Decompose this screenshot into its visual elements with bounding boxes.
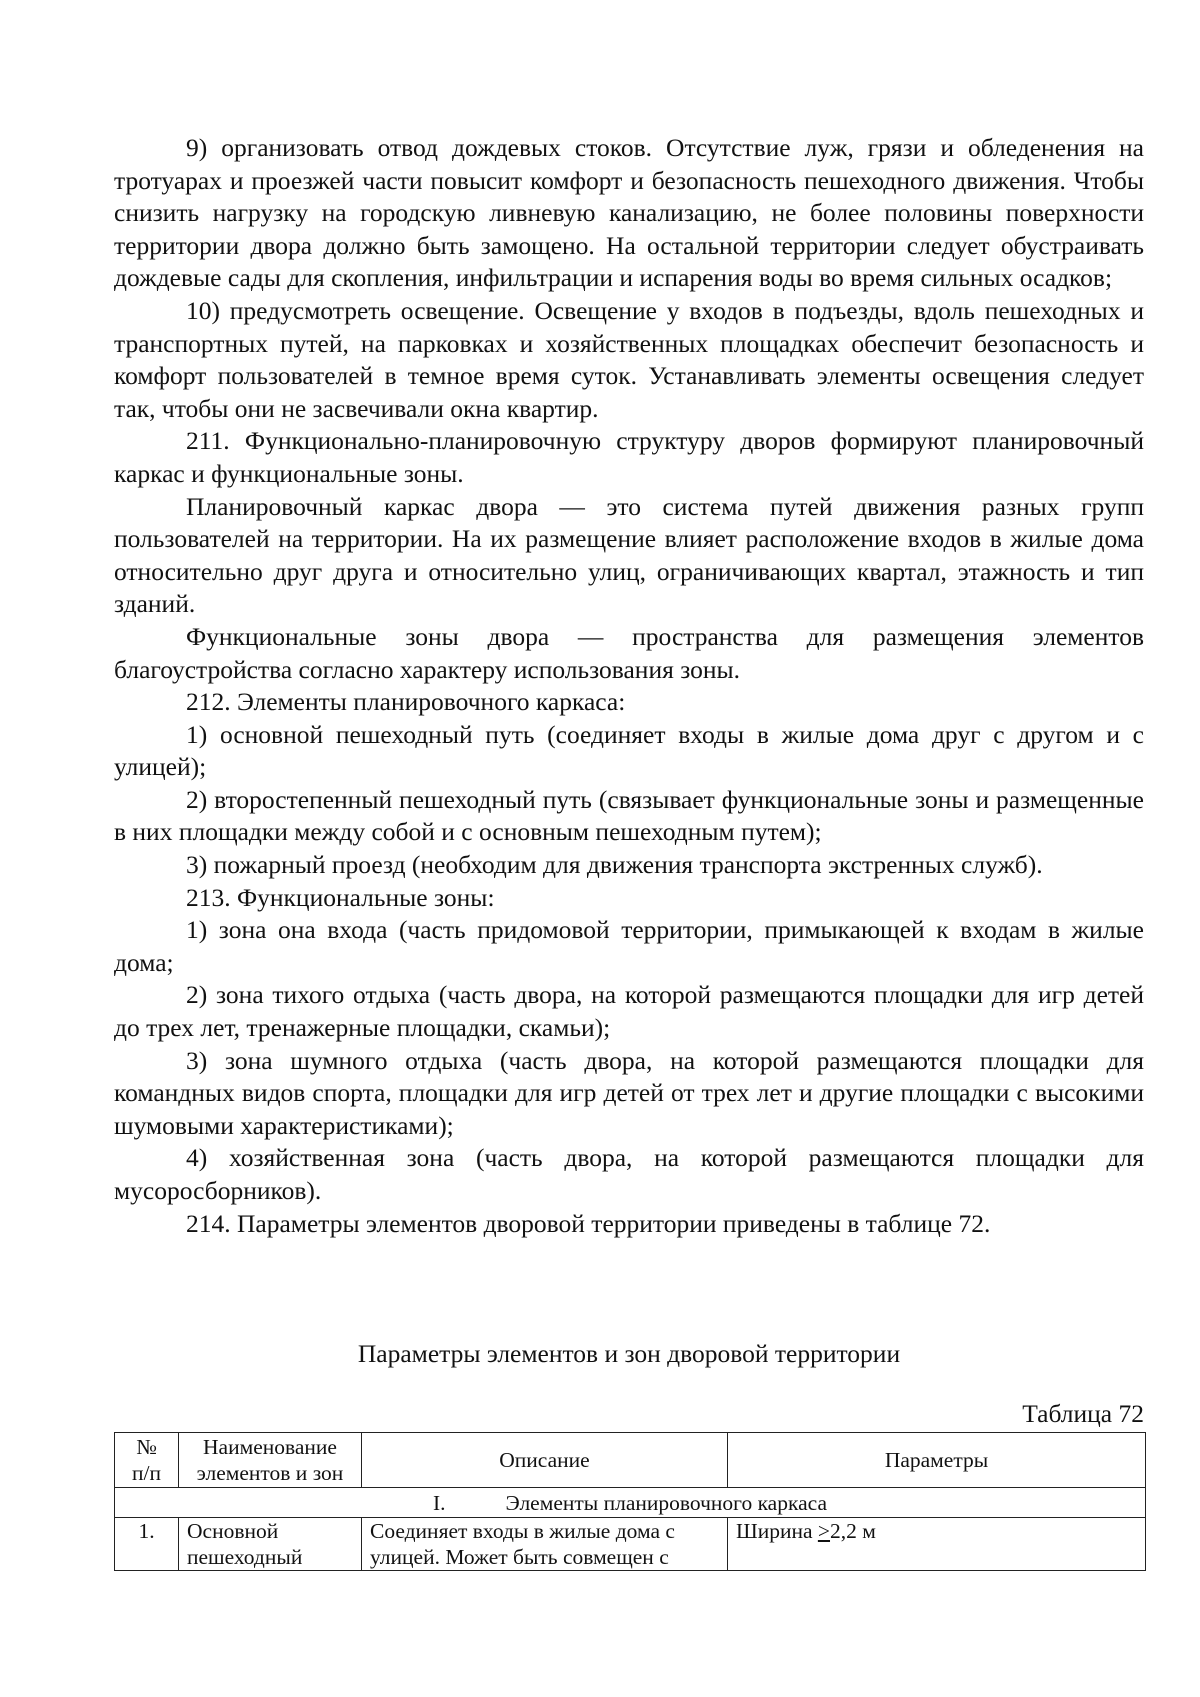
header-name: Наименование элементов и зон <box>179 1433 362 1488</box>
paragraph-211: 211. Функционально-планировочную структуру дворов формируют планировочный каркас и функциональные зоны. <box>114 426 1144 488</box>
table-header-row <box>115 1433 1146 1488</box>
header-parameters: Параметры <box>728 1433 1146 1488</box>
body-text <box>114 132 1144 1240</box>
paragraph-212: 212. Элементы планировочного каркаса: <box>186 687 626 717</box>
table-caption: Параметры элементов и зон дворовой территории <box>357 1339 901 1368</box>
row-name: Основной пешеходный <box>179 1518 362 1571</box>
table-number: Таблица 72 <box>1022 1399 1144 1428</box>
paragraph-212-item-1: 1) основной пешеходный путь (соединяет входы в жилые дома друг с другом и с улицей); <box>114 719 1144 782</box>
paragraph-213-item-2: 2) зона тихого отдыха (часть двора, на которой размещаются площадки для игр детей до трех лет, тренажерные площадки, скамьи); <box>114 980 1144 1043</box>
section-title: I. Элементы планировочного каркаса <box>115 1488 1146 1518</box>
paragraph-213-item-4: 4) хозяйственная зона (часть двора, на которой размещаются площадки для мусоросборников). <box>114 1143 1144 1205</box>
paragraph-213: 213. Функциональные зоны: <box>186 882 495 912</box>
header-description: Описание <box>362 1433 728 1488</box>
paragraph-planning-frame: Планировочный каркас двора — это система путей движения разных групп пользователей на территории. На их размещение влияет расположение входов в жилые дома относительно друг друга и относительно улиц, ограничивающих квартал, этажность и тип зданий. <box>114 491 1144 619</box>
paragraph-212-item-2: 2) второстепенный пешеходный путь (связывает функциональные зоны и размещенные в них площадки между собой и с основным пешеходным путем); <box>114 784 1144 847</box>
paragraph-213-item-1: 1) зона она входа (часть придомовой территории, примыкающей к входам в жилые дома; <box>114 915 1144 977</box>
paragraph-213-item-3: 3) зона шумного отдыха (часть двора, на которой размещаются площадки для командных видов спорта, площадки для игр детей от трех лет и другие площадки с высокими шумовыми характеристиками); <box>114 1045 1144 1140</box>
header-number: № п/п <box>115 1433 179 1488</box>
paragraph-functional-zones: Функциональные зоны двора — пространства для размещения элементов благоустройства согласно характеру использования зоны. <box>114 621 1144 684</box>
table-section-row <box>115 1488 1146 1518</box>
paragraph-212-item-3: 3) пожарный проезд (необходим для движения транспорта экстренных служб). <box>186 850 1043 880</box>
row-parameters: Ширина >2,2 м <box>728 1518 1146 1571</box>
paragraph-item-10: 10) предусмотреть освещение. Освещение у входов в подъезды, вдоль пешеходных и транспортных путей, на парковках и хозяйственных площадках обеспечит безопасность и комфорт пользователей в темное время суток. Устанавливать элементы освещения следует так, чтобы они не засвечивали окна квартир. <box>114 295 1144 423</box>
table-row <box>115 1518 1146 1571</box>
paragraph-item-9: 9) организовать отвод дождевых стоков. Отсутствие луж, грязи и обледенения на тротуарах и проезжей части повысит комфорт и безопасность пешеходного движения. Чтобы снизить нагрузку на городскую ливневую канализацию, не более половины поверхности территории двора должно быть замощено. На остальной территории следует обустраивать дождевые сады для скопления, инфильтрации и испарения воды во время сильных осадков; <box>114 133 1144 293</box>
row-description: Соединяет входы в жилые дома с улицей. Может быть совмещен с <box>362 1518 728 1571</box>
paragraph-214: 214. Параметры элементов дворовой территории приведены в таблице 72. <box>186 1208 991 1238</box>
row-number: 1. <box>115 1518 179 1571</box>
parameters-table <box>114 1432 1146 1571</box>
